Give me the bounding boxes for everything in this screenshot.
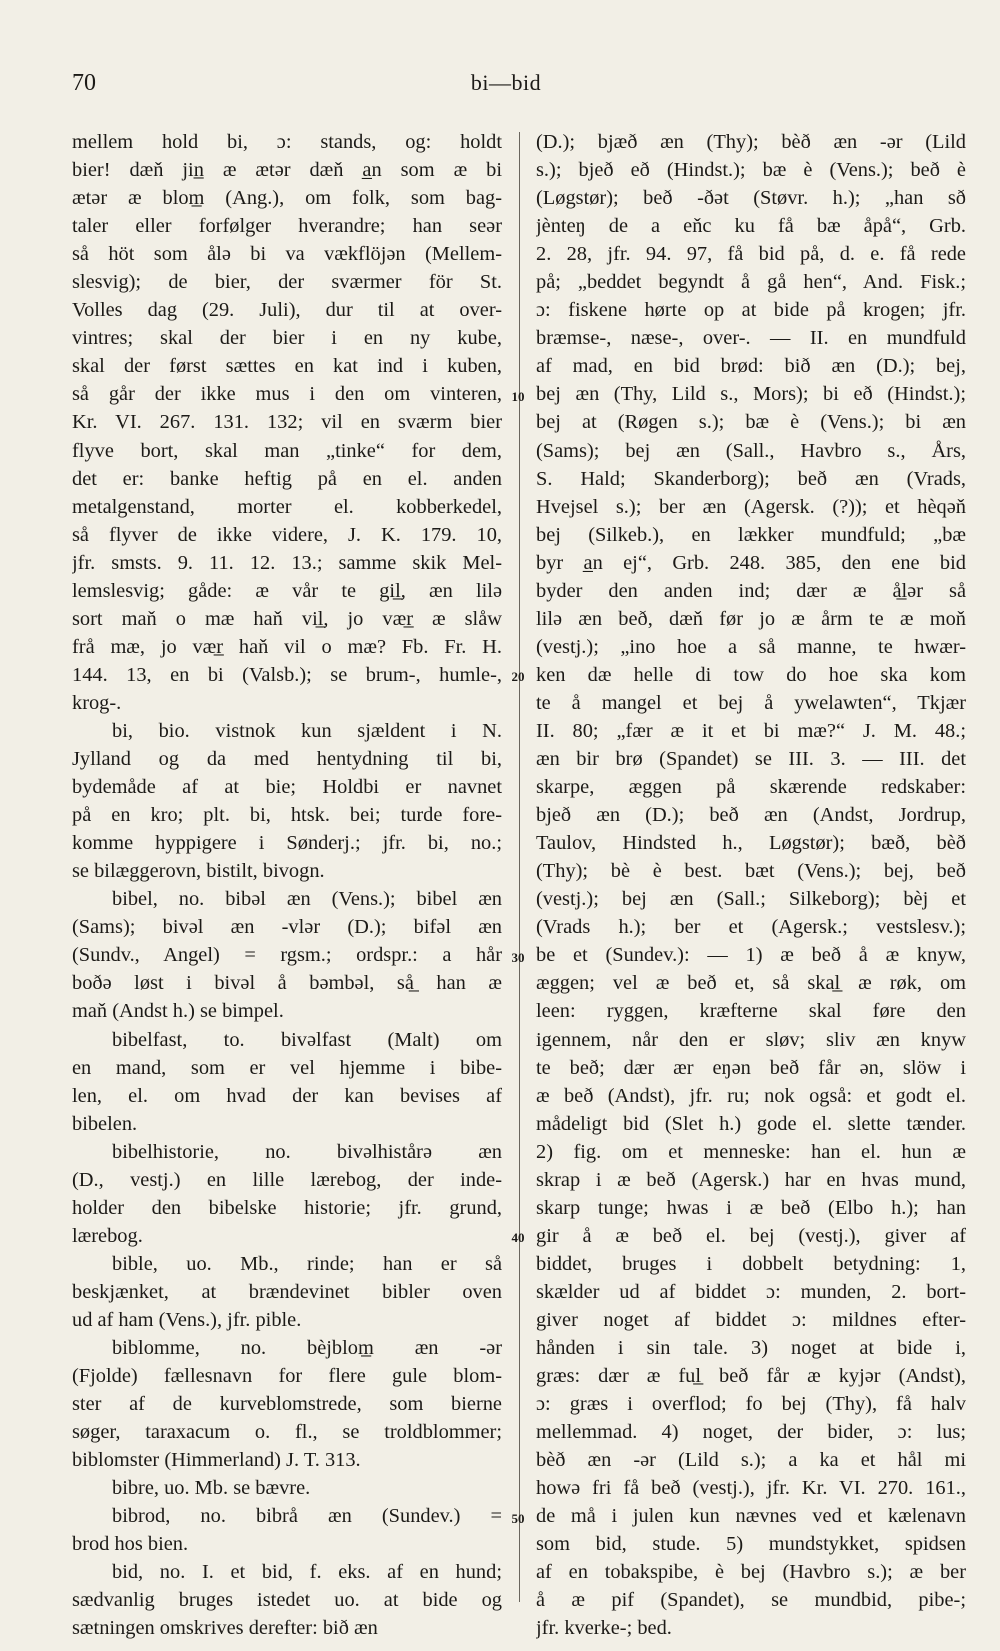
text-line: byr a̲n ej“, Grb. 248. 385, den ene bid bbox=[536, 551, 966, 574]
text-line: jènteŋ de a eňc ku få bæ åpå“, Grb. bbox=[536, 215, 966, 238]
text-line: (Sams); bivəl æn -vlər (D.); bifəl æn bbox=[72, 916, 502, 939]
text-line: bej at (Røgen s.); bæ è (Vens.); bi æn bbox=[536, 411, 966, 434]
text-line: som bid, stude. 5) mundstykket, spidsen bbox=[536, 1533, 966, 1556]
text-line: (D., vestj.) en lille lærebog, der inde- bbox=[72, 1168, 502, 1191]
text-line: sort maň o mæ haň vil̲, jo vær̲ æ slåw bbox=[72, 607, 502, 630]
text-line: bræmse-, næse-, over-. — II. en mundfuld bbox=[536, 327, 966, 350]
text-line: skarpe, æggen på skærende redskaber: bbox=[536, 776, 966, 799]
text-line: hånden i sin tale. 3) noget at bide i, bbox=[536, 1337, 966, 1360]
text-line: Hvejsel s.); ber æn (Agersk. (?)); et hèqəň bbox=[536, 495, 966, 518]
text-line: bibel, no. bibəl æn (Vens.); bibel æn bbox=[112, 888, 502, 911]
text-line: lærebog. bbox=[72, 1224, 143, 1247]
text-line: byder den anden ind; dær æ å̲lər så bbox=[536, 579, 966, 602]
text-line: frå mæ, jo vær̲ haň vil o mæ? Fb. Fr. H. bbox=[72, 635, 502, 658]
text-line: (vestj.); bej æn (Sall.; Silkeborg); bèj et bbox=[536, 888, 966, 911]
text-line: se bilæggerovn, bistilt, bivogn. bbox=[72, 860, 325, 883]
text-line: sædvanlig bruges istedet uo. at bide og bbox=[72, 1589, 502, 1612]
text-line: det er: banke heftig på en el. anden bbox=[72, 467, 502, 490]
text-line: II. 80; „fær æ it et bi mæ?“ J. M. 48.; bbox=[536, 719, 966, 742]
line-number: 10 bbox=[511, 388, 525, 404]
text-line: gir å æ beð el. bej (vestj.), giver af bbox=[536, 1224, 966, 1247]
text-line: på; „beddet begyndt å gå hen“, And. Fisk.; bbox=[536, 271, 966, 294]
text-line: bible, uo. Mb., rinde; han er så bbox=[112, 1252, 502, 1275]
text-line: (D.); bjæð æn (Thy); bèð æn -ər (Lild bbox=[536, 131, 966, 153]
text-line: Jylland og da med hentydning til bi, bbox=[72, 748, 502, 771]
text-line: (vestj.); „ino hoe a så manne, te hwær- bbox=[536, 635, 966, 658]
text-line: skal der først sættes en kat ind i kuben, bbox=[72, 355, 502, 378]
text-line: igennem, når den er sløv; sliv æn knyw bbox=[536, 1028, 966, 1051]
text-line: s.); bjeð eð (Hindst.); bæ è (Vens.); beð è bbox=[536, 159, 966, 182]
text-line: bydemåde af at bie; Holdbi er navnet bbox=[72, 776, 502, 799]
text-line: ɔ: fiskene hørte op at bide på krogen; jfr. bbox=[536, 299, 966, 322]
text-line: jfr. kverke-; bed. bbox=[536, 1617, 672, 1640]
text-line: så flyver de ikke videre, J. K. 179. 10, bbox=[72, 523, 502, 546]
text-line: skælder ud af biddet ɔ: munden, 2. bort- bbox=[536, 1280, 966, 1303]
text-line: 2) fig. om et menneske: han el. hun æ bbox=[536, 1140, 966, 1163]
text-line: biblomme, no. bèjblom̲ æn -ər bbox=[112, 1337, 502, 1360]
text-line: te beð; dær ær eŋən beð får ən, slöw i bbox=[536, 1056, 966, 1079]
text-line: bibelen. bbox=[72, 1112, 138, 1135]
text-line: flyve bort, skal man „tinke“ for dem, bbox=[72, 439, 502, 462]
text-line: på en kro; plt. bi, htsk. bei; turde fore- bbox=[72, 804, 502, 827]
text-line: ster af de kurveblomstrede, som bierne bbox=[72, 1393, 502, 1416]
text-line: Kr. VI. 267. 131. 132; vil en sværm bier bbox=[72, 411, 502, 434]
text-line: (Fjolde) fællesnavn for flere gule blom- bbox=[72, 1365, 502, 1388]
text-line: græs: dær æ ful̲ beð får æ kyjər (Andst), bbox=[536, 1365, 966, 1388]
text-line: de må i julen kun nævnes ved et kælenavn bbox=[536, 1505, 966, 1528]
text-line: biblomster (Himmerland) J. T. 313. bbox=[72, 1449, 361, 1472]
text-line: metalgenstand, morter el. kobberkedel, bbox=[72, 495, 502, 518]
text-line: lemslesvig; gåde: æ vår te gil̲, æn lilə bbox=[72, 579, 502, 602]
page-number: 70 bbox=[72, 70, 96, 96]
text-line: æn bir brø (Spandet) se III. 3. — III. det bbox=[536, 748, 966, 771]
text-line: skrap i æ beð (Agersk.) har en hvas mund, bbox=[536, 1168, 966, 1191]
text-line: lilə æn beð, dæň før jo æ årm te æ moň bbox=[536, 607, 966, 630]
text-line: så går der ikke mus i den om vinteren, bbox=[72, 383, 502, 406]
text-line: mellemmad. 4) noget, der bider, ɔ: lus; bbox=[536, 1421, 966, 1444]
text-line: Taulov, Hindsted h., Løgstør); bæð, bèð bbox=[536, 832, 966, 855]
text-line: bid, no. I. et bid, f. eks. af en hund; bbox=[112, 1561, 502, 1584]
line-number: 20 bbox=[511, 669, 525, 685]
text-line: (Sams); bej æn (Sall., Havbro s., Års, bbox=[536, 439, 966, 462]
text-line: af en tobakspibe, è bej (Havbro s.); æ ber bbox=[536, 1561, 966, 1584]
text-line: ud af ham (Vens.), jfr. pible. bbox=[72, 1308, 302, 1331]
text-line: len, el. om hvad der kan bevises af bbox=[72, 1084, 502, 1107]
text-line: af mad, en bid brød: bið æn (D.); bej, bbox=[536, 355, 966, 378]
text-line: mellem hold bi, ɔ: stands, og: holdt bbox=[72, 131, 502, 153]
text-line: 144. 13, en bi (Valsb.); se brum-, humle-, bbox=[72, 663, 502, 686]
page-header bbox=[72, 70, 940, 110]
text-line: giver noget af biddet ɔ: mildnes efter- bbox=[536, 1308, 966, 1331]
right-column bbox=[536, 128, 966, 1643]
text-line: krog-. bbox=[72, 691, 122, 714]
text-line: Volles dag (29. Juli), dur til at over- bbox=[72, 299, 502, 322]
text-line: te å mangel et bej å ywelawten“, Tkjær bbox=[536, 691, 966, 714]
text-line: howə fri få beð (vestj.), jfr. Kr. VI. 270. 161., bbox=[536, 1477, 966, 1500]
text-line: så höt som ålə bi va vækflöjən (Mellem- bbox=[72, 243, 502, 266]
text-line: mådeligt bid (Slet h.) gode el. slette tænder. bbox=[536, 1112, 966, 1135]
text-line: boðə løst i bivəl å bəmbəl, så̲ han æ bbox=[72, 972, 502, 995]
text-line: søger, taraxacum o. fl., se troldblommer; bbox=[72, 1421, 502, 1444]
text-line: S. Hald; Skanderborg); beð æn (Vrads, bbox=[536, 467, 966, 490]
line-number: 50 bbox=[511, 1510, 525, 1526]
running-head: bi—bid bbox=[470, 70, 542, 95]
text-line: bibelfast, to. bivəlfast (Malt) om bbox=[112, 1028, 502, 1051]
text-line: slesvig); de bier, der sværmer för St. bbox=[72, 271, 502, 294]
text-line: sætningen omskrives derefter: bið æn bbox=[72, 1617, 378, 1640]
text-line: (Thy); bè è best. bæt (Vens.); bej, beð bbox=[536, 860, 966, 883]
text-line: holder den bibelske historie; jfr. grund, bbox=[72, 1196, 502, 1219]
text-line: vintres; skal der bier i en ny kube, bbox=[72, 327, 502, 350]
line-number: 40 bbox=[511, 1230, 525, 1246]
text-line: bej æn (Thy, Lild s., Mors); bi eð (Hindst.); bbox=[536, 383, 966, 406]
text-line: maň (Andst h.) se bimpel. bbox=[72, 1000, 284, 1023]
text-line: en mand, som er vel hjemme i bibe- bbox=[72, 1056, 502, 1079]
left-column bbox=[72, 128, 502, 1643]
text-line: skarp tunge; hwas i æ beð (Elbo h.); han bbox=[536, 1196, 966, 1219]
text-line: bèð æn -ər (Lild s.); a ka et hål mi bbox=[536, 1449, 966, 1472]
text-line: æ beð (Andst), jfr. ru; nok også: et godt el. bbox=[536, 1084, 966, 1107]
text-line: (Vrads h.); ber et (Agersk.; vestslesv.); bbox=[536, 916, 966, 939]
text-line: bi, bio. vistnok kun sjældent i N. bbox=[112, 719, 502, 742]
text-line: taler eller forfølger hverandre; han seər bbox=[72, 215, 502, 238]
text-line: (Løgstør); beð -ðət (Støvr. h.); „han sð bbox=[536, 187, 966, 210]
text-columns bbox=[72, 128, 966, 1640]
text-line: ætər æ blom̲ (Ang.), om folk, som bag- bbox=[72, 187, 502, 210]
text-line: bibre, uo. Mb. se bævre. bbox=[112, 1477, 311, 1500]
text-line: bibrod, no. bibrå æn (Sundev.) = bbox=[112, 1505, 502, 1528]
text-line: be et (Sundev.): — 1) æ beð å æ knyw, bbox=[536, 944, 966, 967]
text-line: æggen; vel æ beð et, så skal̲ æ røk, om bbox=[536, 972, 966, 995]
text-line: komme hyppigere i Sønderj.; jfr. bi, no.; bbox=[72, 832, 502, 855]
text-line: bier! dæň jin̲ æ ætər dæň a̲n som æ bi bbox=[72, 159, 502, 182]
text-line: leen: ryggen, kræfterne skal føre den bbox=[536, 1000, 966, 1023]
text-line: 2. 28, jfr. 94. 97, få bid på, d. e. få rede bbox=[536, 243, 966, 266]
text-line: bibelhistorie, no. bivəlhistårə æn bbox=[112, 1140, 502, 1163]
column-divider bbox=[519, 132, 520, 1602]
text-line: jfr. smsts. 9. 11. 12. 13.; samme skik Mel- bbox=[72, 551, 502, 574]
line-number: 30 bbox=[511, 949, 525, 965]
text-line: å æ pif (Spandet), se mundbid, pibe-; bbox=[536, 1589, 966, 1612]
text-line: (Sundv., Angel) = rgsm.; ordspr.: a hår bbox=[72, 944, 502, 967]
text-line: ken dæ helle di tow do hoe ska kom bbox=[536, 663, 966, 686]
text-line: beskjænket, at brændevinet bibler oven bbox=[72, 1280, 502, 1303]
text-line: bej (Silkeb.), en lækker mundfuld; „bæ bbox=[536, 523, 966, 546]
text-line: brod hos bien. bbox=[72, 1533, 189, 1556]
text-line: ɔ: græs i overflod; fo bej (Thy), få halv bbox=[536, 1393, 966, 1416]
text-line: biddet, bruges i dobbelt betydning: 1, bbox=[536, 1252, 966, 1275]
text-line: bjeð æn (D.); beð æn (Andst, Jordrup, bbox=[536, 804, 966, 827]
